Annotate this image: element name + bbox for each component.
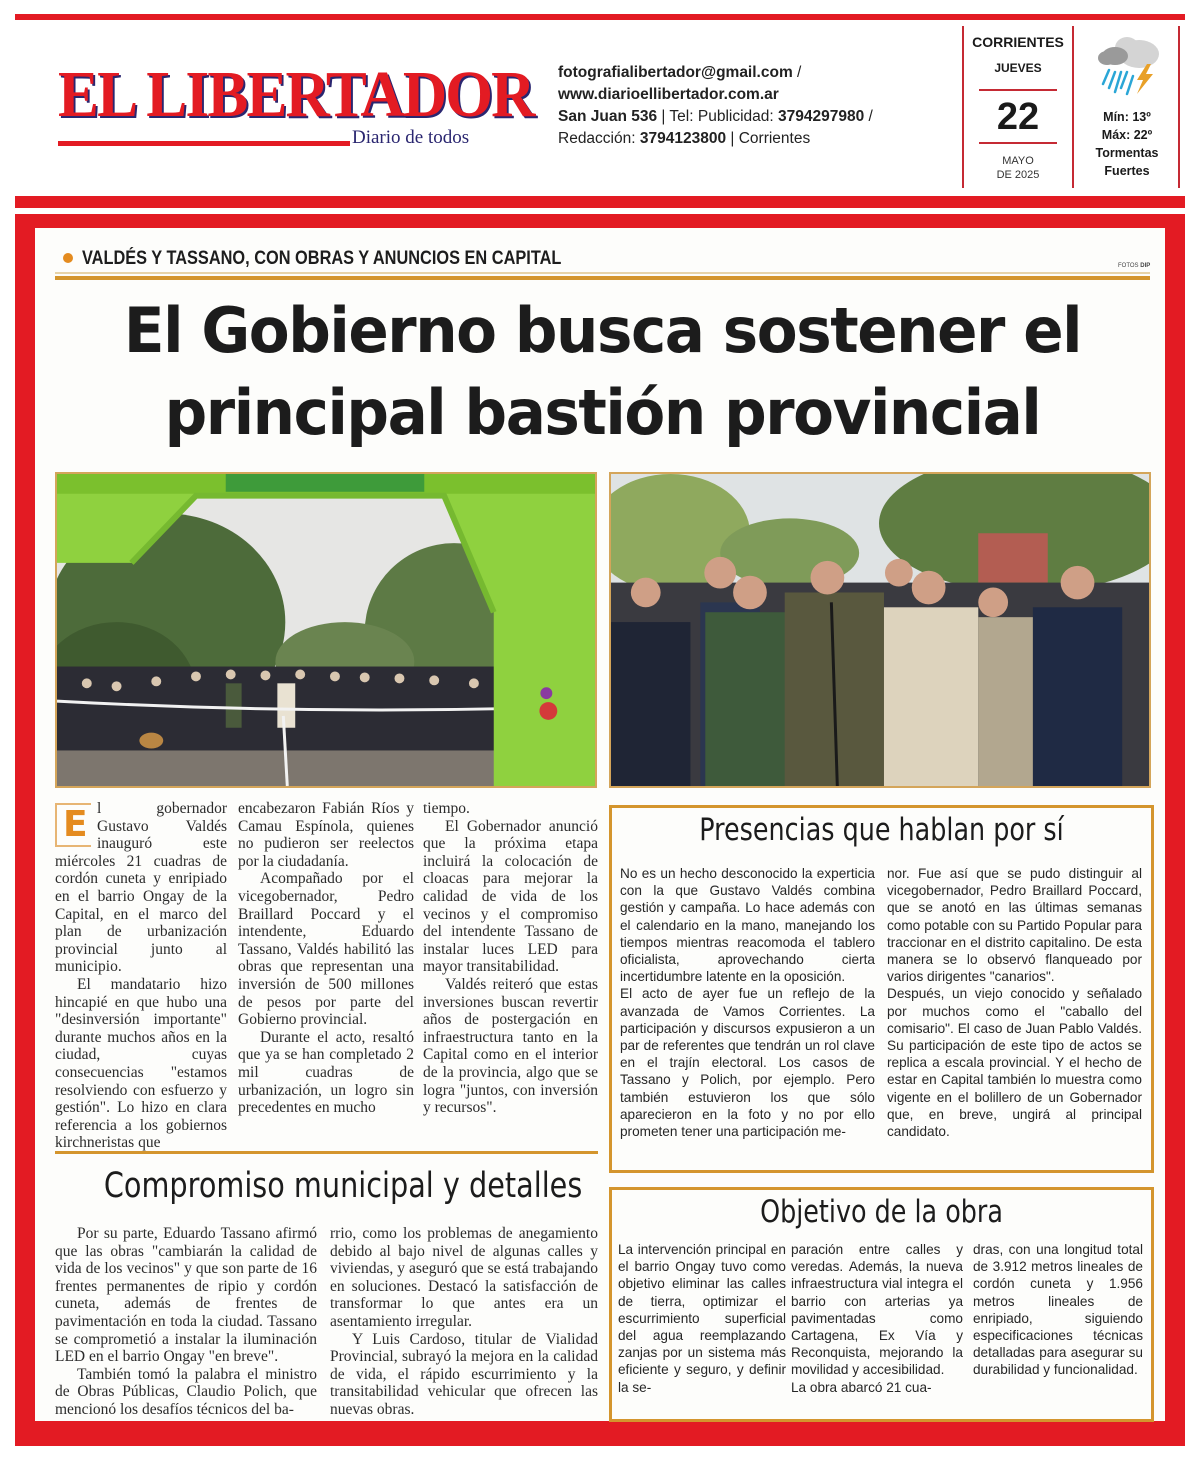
masthead-bottom-rule [15,196,1185,208]
box-paragraph: El acto de ayer fue un reflejo de la avanzada de Vamos Corrientes. La participación y discursos expusieron a un par de referentes que tendrán un rol clave en el trajín electoral. Los casos de Tassano y Polich, por ejemplo. Pero también estuvieron los que sólo aparecieron en la foto y no por ello prometen tener una participación me- [620,986,875,1140]
article-column-2 [238,800,414,1117]
date-month-year [964,154,1072,182]
section-paragraph: rrio, como los problemas de anegamiento debido al bajo nivel de algunas calles y viviendas, y aseguró que se está trabajando en soluciones. Destacó la satisfacción de transformar lo que antes era un asentamiento irregular. [330,1225,598,1330]
date-year: DE 2025 [996,169,1040,181]
box-column [791,1241,963,1396]
separator: / [864,108,873,125]
box-paragraph: La obra abarcó 21 cua- [791,1379,932,1395]
article-headline [77,290,1128,454]
weather-box [1076,26,1180,188]
headline-line: El Gobierno busca sostener el [123,294,1082,367]
photo-officials-speech[interactable] [609,472,1151,788]
contact-city: | Corrientes [726,130,811,147]
logo-underline [58,141,350,146]
temp-min: Mín: 13º [1103,110,1151,124]
article-paragraph: encabezaron Fabián Ríos y Camau Espínola, quienes no pudieron ser reelectos por la ciudadanía. [238,800,414,870]
article-paragraph: El Gobernador anunció que la próxima etapa incluirá la colocación de cloacas para mejorar la calidad de vida de los vecinos y el compromiso del intendente Tassano de instalar luces LED para mayor transitabilidad. [423,817,598,976]
tel-label: | Tel: Publicidad: [657,108,778,125]
box-paragraph: nor. Fue así que se pudo distinguir al vicegobernador, Pedro Braillard Poccard, que se anotó en las últimas semanas como potable con su Partido Popular para traccionar en el distrito capitalino. De esta manera se lo observó flanqueado por varios dirigentes "canarios". [887,866,1142,985]
date-month: MAYO [1002,155,1034,167]
separator: / [792,64,802,81]
box-column [618,1241,786,1396]
section-column-1 [55,1225,317,1419]
article-paragraph: l gobernador Gustavo Valdés inauguró este miércoles 21 cuadras de cordón cuneta y enripiado en el barrio Ongay de la Capital, en el marco del plan de urbanización provincial junto al municipio. [55,800,227,976]
contact-address: San Juan 536 [558,108,658,125]
date-weekday: JUEVES [994,61,1042,75]
logo-wordmark: EL LIBERTADOR [58,58,534,131]
box-paragraph: Después, un viejo conocido y señalado por muchos como el "caballo del comisario". El caso de Juan Pablo Valdés. Su participación de este tipo de actos se replica a escala provincial. Y el hecho de estar en Capital también lo muestra como vigente en el bolillero de un Gobernador que, en breve, ungirá al principal candidato. [887,986,1142,1140]
box-paragraph: La intervención principal en el barrio Ongay tuvo como objetivo eliminar las calles de tierra, optimizar el escurrimiento superficial del agua reemplazando zanjas por un sistema más eficiente y seguro, y definir la se- [618,1242,786,1395]
logo-tagline: Diario de todos [352,127,470,148]
weather-condition: Fuertes [1104,164,1150,178]
box-title: Objetivo de la obra [760,1194,1003,1230]
dropcap-letter: E [63,804,88,845]
article-paragraph: El mandatario hizo hincapié en que hubo una "desinversión importante" durante muchos años en la ciudad, cuyas consecuencias "estamos resolviendo con esfuerzo y gestión". Lo hizo en clara referencia a los gobiernos kirchneristas que [55,975,227,1152]
top-red-rule [15,14,1185,20]
box-paragraph: paración entre calles y veredas. Además, la nueva infraestructura vial integra el barrio con arterias ya pavimentadas como Cartagena, Ex Vía y Reconquista, mejorando la movilidad y accesibilidad. [791,1242,963,1378]
kicker-bullet-icon [63,253,73,263]
box-paragraph: dras, con una longitud total de 3.912 metros lineales de cordón cuneta y 1.956 metros lineales de enripiado, siguiendo especificaciones técnicas detalladas para asegurar su durabilidad y funcionalidad. [973,1242,1143,1378]
dropcap [55,803,91,847]
contact-email[interactable]: fotografialibertador@gmail.com [558,64,793,81]
box-column [973,1241,1143,1379]
contact-website[interactable]: www.diarioellibertador.com.ar [558,86,779,103]
article-column-3 [423,800,598,1117]
article-paragraph: Acompañado por el vicegobernador, Pedro Braillard Poccard y el intendente, Eduardo Tassano, Valdés habilitó las obras que representan una inversión de 500 millones de pesos por parte del Gobierno provincial. [238,870,414,1029]
weather-condition: Tormentas [1095,146,1159,160]
photo-credit-label: FOTOS [1118,263,1139,269]
article-paragraph: Durante el acto, resaltó que ya se han completado 2 mil cuadras de urbanización, un logro sin precedentes en mucho [238,1028,414,1117]
temp-max: Máx: 22º [1101,128,1153,142]
date-divider [979,142,1057,144]
date-box [962,26,1074,188]
box-column [887,865,1142,1140]
sidebar-box-objetivo [609,1187,1154,1422]
article-kicker: VALDÉS Y TASSANO, CON OBRAS Y ANUNCIOS EN CAPITAL [82,248,562,269]
tel-publicidad: 3794297980 [778,108,865,125]
box-paragraph: No es un hecho desconocido la experticia con la que Gustavo Valdés combina gestión y campaña. Lo hace además con el calendario en la mano, manejando los tiempos mientras reacomoda el tablero oficialista, aprovechando cierta incertidumbre latente en la oposición. [620,866,875,985]
date-divider [979,89,1057,91]
box-title: Presencias que hablan por sí [699,812,1064,848]
kicker-rule [55,276,1150,280]
section-paragraph: Por su parte, Eduardo Tassano afirmó que las obras "cambiarán la calidad de vida de los vecinos" y que son parte de 16 frentes permanentes de ripio y cordón cuneta, además de frentes de pavimentación en toda la ciudad. Tassano se comprometió a instalar la iluminación LED en el barrio Ongay "en breve". [55,1225,317,1366]
photo-credit-source: DIP [1140,263,1151,269]
section-rule [55,1151,598,1154]
section-column-2 [330,1225,598,1419]
section-paragraph: Y Luis Cardoso, titular de Vialidad Provincial, subrayó la mejora en la calidad de vida, el rápido escurrimiento y la transitabilidad vehicular que ofrecen las nuevas obras. [330,1330,598,1418]
section-paragraph: También tomó la palabra el ministro de Obras Públicas, Claudio Polich, que mencionó los desafíos técnicos del ba- [55,1365,317,1418]
redaccion-label: Redacción: [558,130,640,147]
section-title: Compromiso municipal y detalles [103,1166,583,1206]
storm-rain-icon [1087,34,1167,98]
weather-details [1076,108,1178,180]
tel-redaccion: 3794123800 [639,130,727,147]
newspaper-logo[interactable] [58,58,534,152]
date-city: CORRIENTES [972,34,1064,50]
sidebar-box-presencias [609,805,1154,1173]
article-paragraph: tiempo. [423,800,470,817]
photo-credit [1118,263,1150,269]
article-column-1 [55,800,227,1152]
photo-officials-speech-image [611,474,1149,786]
kicker-rule-light [55,272,1150,274]
photo-ribbon-cutting[interactable] [55,472,597,788]
box-column [620,865,875,1140]
headline-line: principal bastión provincial [164,376,1041,449]
photo-ribbon-cutting-image [57,474,595,786]
article-paragraph: Valdés reiteró que estas inversiones buscan revertir años de postergación en infraestructura tanto en la Capital como en el interior de la provincia, algo que se logra "juntos, con inversión y recursos". [423,975,598,1117]
contact-info [558,62,873,150]
date-day: 22 [996,96,1040,138]
